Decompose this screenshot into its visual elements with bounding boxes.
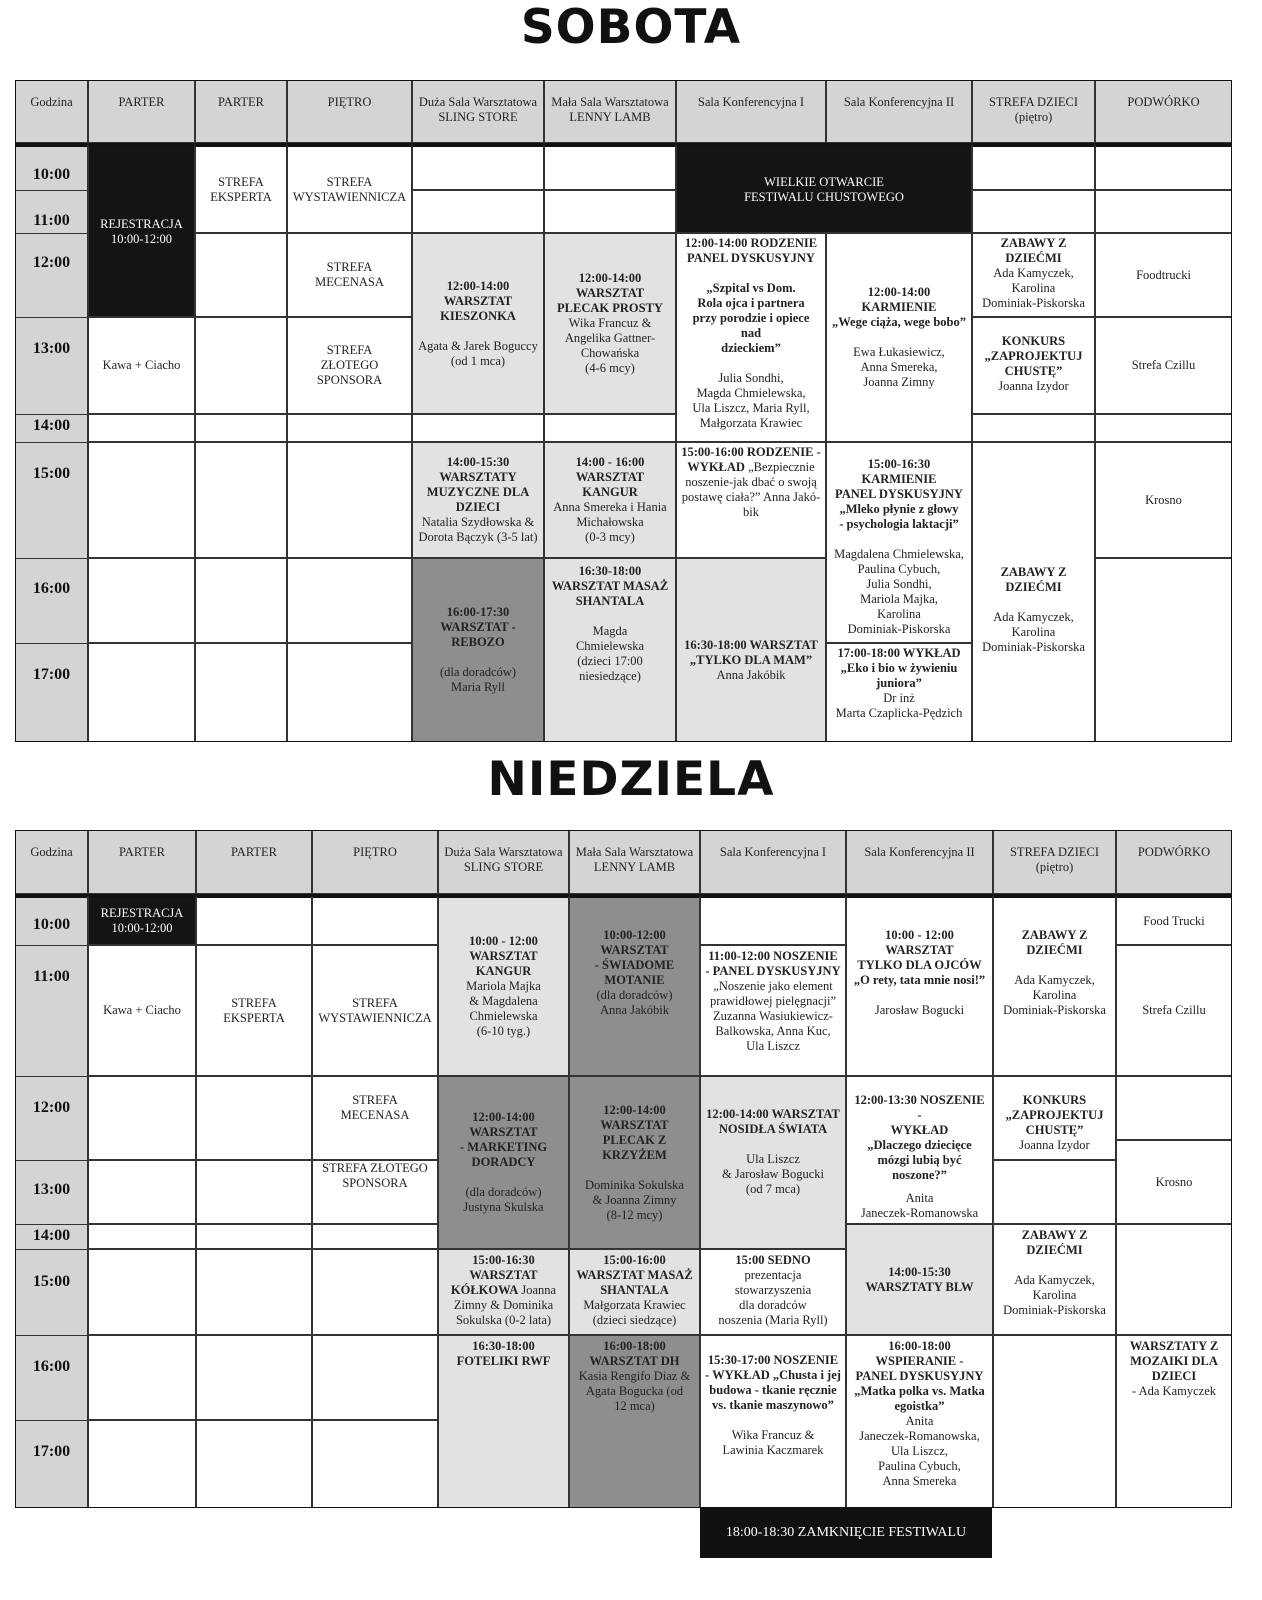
podworko-empty	[1116, 1224, 1232, 1335]
parter-empty	[88, 1224, 196, 1249]
pietro-empty	[312, 1335, 438, 1420]
header-parter-2: PARTER	[195, 80, 287, 143]
hour-label: 14:00	[32, 1227, 71, 1244]
pietro-empty	[287, 442, 412, 558]
strefa-zlotego-sponsora: STREFA ZŁOTEGO SPONSORA	[312, 1160, 438, 1224]
pietro-empty	[287, 558, 412, 643]
parter2-empty	[195, 233, 287, 317]
parter2-empty	[196, 1160, 312, 1224]
dzieci-empty	[993, 1160, 1116, 1224]
strefa-wystawiennicza: STREFA WYSTAWIENNICZA	[287, 143, 412, 233]
pietro-empty	[287, 414, 412, 442]
parter-empty	[88, 1335, 196, 1420]
strefa-eksperta: STREFA EKSPERTA	[196, 945, 312, 1076]
sunday-title: NIEDZIELA	[487, 752, 775, 807]
strefa-mecenasa: STREFA MECENASA	[312, 1076, 438, 1160]
workshop-muzyczne: 14:00-15:30 WARSZTATY MUZYCZNE DLA DZIECI Natalia Szydłowska & Dorota Bączyk (3-5 lat)	[412, 442, 544, 558]
wyklad-eko-bio: 17:00-18:00 WYKŁAD „Eko i bio w żywieniu juniora” Dr inż Marta Czaplicka-Pędzich	[826, 643, 972, 742]
warsztaty-blw: 14:00-15:30 WARSZTATY BLW	[846, 1224, 993, 1335]
duza-empty	[412, 143, 544, 190]
krosno: Krosno	[1095, 442, 1232, 558]
hour-label: 13:00	[32, 340, 71, 357]
hour-label: 15:00	[32, 1273, 71, 1290]
header-sala-konf-1: Sala Konferencyjna I	[676, 80, 826, 143]
strefa-czillu: Strefa Czillu	[1095, 317, 1232, 414]
wyklad-chusta: 15:30-17:00 NOSZENIE - WYKŁAD „Chusta i jej budowa - tkanie ręcznie vs. tkanie maszynowo” Wika Francuz & Lawinia Kaczmarek	[700, 1335, 846, 1508]
saturday-schedule	[15, 80, 1232, 742]
panel-laktacja: 15:00-16:30 KARMIENIE PANEL DYSKUSYJNY „Mleko płynie z głowy - psychologia laktacji” Magdalena Chmielewska, Paulina Cybuch, Julia Sondhi, Mariola Majka, Karolina Dominiak-Piskorska	[826, 442, 972, 643]
wielkie-otwarcie: WIELKIE OTWARCIE FESTIWALU CHUSTOWEGO	[676, 143, 972, 233]
sunday-schedule	[15, 830, 1232, 1508]
hour-label: 10:00	[32, 916, 71, 933]
sedno-prezentacja: 15:00 SEDNO prezentacja stowarzyszenia dla doradców noszenia (Maria Ryll)	[700, 1249, 846, 1335]
podworko-empty	[1095, 558, 1232, 742]
parter2-empty	[196, 894, 312, 945]
zamkniecie-festiwalu: 18:00-18:30 ZAMKNIĘCIE FESTIWALU	[700, 1507, 992, 1558]
strefa-zlotego-sponsora: STREFA ZŁOTEGO SPONSORA	[287, 317, 412, 414]
header-podworko: PODWÓRKO	[1095, 80, 1232, 143]
parter-empty	[88, 1076, 196, 1160]
dzieci-empty	[972, 414, 1095, 442]
podworko-empty	[1095, 190, 1232, 233]
dzieci-empty	[972, 190, 1095, 233]
duza-empty	[412, 190, 544, 233]
parter-empty	[88, 1249, 196, 1335]
parter2-empty	[196, 1076, 312, 1160]
workshop-masaz-shantala: 16:30-18:00 WARSZTAT MASAŻ SHANTALA Magda Chmielewska (dzieci 17:00 niesiedzące)	[544, 558, 676, 742]
warsztaty-mozaiki: WARSZTATY Z MOZAIKI DLA DZIECI - Ada Kamyczek	[1116, 1335, 1232, 1508]
parter2-empty	[195, 558, 287, 643]
parter-empty	[88, 442, 195, 558]
hour-label: 10:00	[32, 166, 71, 183]
dzieci-empty	[993, 1335, 1116, 1508]
workshop-kangur: 14:00 - 16:00 WARSZTAT KANGUR Anna Smereka i Hania Michałowska (0-3 mcy)	[544, 442, 676, 558]
mala-empty	[544, 143, 676, 190]
mala-empty	[544, 414, 676, 442]
pietro-empty	[312, 894, 438, 945]
hour-label: 12:00	[32, 1099, 71, 1116]
mala-empty	[544, 190, 676, 233]
parter2-empty	[196, 1420, 312, 1508]
panel-rodzenie: 12:00-14:00 RODZENIE PANEL DYSKUSYJNY „Szpital vs Dom. Rola ojca i partnera przy porodzie i opiece nad dzieckiem” Julia Sondhi, Magda Chmielewska, Ula Liszcz, Maria Ryll, Małgorzata Krawiec	[676, 233, 826, 442]
saturday-title: SOBOTA	[520, 0, 742, 55]
hour-label: 17:00	[32, 1443, 71, 1460]
konkurs-zaprojektuj-chuste: KONKURS „ZAPROJEKTUJ CHUSTĘ” Joanna Izydor	[972, 317, 1095, 414]
krosno: Krosno	[1116, 1140, 1232, 1224]
strefa-mecenasa: STREFA MECENASA	[287, 233, 412, 317]
konf1-empty	[700, 894, 846, 945]
duza-empty	[412, 414, 544, 442]
header-parter-1: PARTER	[88, 830, 196, 894]
workshop-masaz-shantala: 15:00-16:00 WARSZTAT MASAŻ SHANTALA Małgorzata Krawiec (dzieci siedzące)	[569, 1249, 700, 1335]
karmienie-wege: 12:00-14:00 KARMIENIE „Wege ciąża, wege bobo” Ewa Łukasiewicz, Anna Smereka, Joanna Zimny	[826, 233, 972, 442]
zabawy-z-dziecmi: ZABAWY Z DZIEĆMI Ada Kamyczek, Karolina Dominiak-Piskorska	[972, 233, 1095, 317]
header-mala-sala: Mała Sala Warsztatowa LENNY LAMB	[569, 830, 700, 894]
hour-label: 12:00	[32, 254, 71, 271]
header-godzina: Godzina	[15, 80, 88, 143]
pietro-empty	[312, 1420, 438, 1508]
zabawy-z-dziecmi-2: ZABAWY Z DZIEĆMI Ada Kamyczek, Karolina Dominiak-Piskorska	[972, 442, 1095, 742]
strefa-czillu: Strefa Czillu	[1116, 945, 1232, 1076]
konkurs-zaprojektuj-chuste: KONKURS „ZAPROJEKTUJ CHUSTĘ” Joanna Izydor	[993, 1076, 1116, 1160]
parter2-empty	[195, 442, 287, 558]
workshop-plecak-prosty: 12:00-14:00 WARSZTAT PLECAK PROSTY Wika Francuz & Angelika Gattner- Chowańska (4-6 mcy)	[544, 233, 676, 414]
workshop-kolkowa: 15:00-16:30 WARSZTAT KÓŁKOWA Joanna Zimny & Dominika Sokulska (0-2 lata)	[438, 1249, 569, 1335]
parter2-empty	[196, 1335, 312, 1420]
parter-empty	[88, 414, 195, 442]
hour-label: 14:00	[32, 417, 71, 434]
workshop-rebozo: 16:00-17:30 WARSZTAT - REBOZO (dla doradców) Maria Ryll	[412, 558, 544, 742]
podworko-empty	[1116, 1076, 1232, 1140]
strefa-eksperta: STREFA EKSPERTA	[195, 143, 287, 233]
workshop-tylko-dla-mam: 16:30-18:00 WARSZTAT „TYLKO DLA MAM” Anna Jakóbik	[676, 558, 826, 742]
pietro-empty	[312, 1224, 438, 1249]
kawa-ciacho: Kawa + Ciacho	[88, 945, 196, 1076]
header-godzina: Godzina	[15, 830, 88, 894]
parter-empty	[88, 1420, 196, 1508]
pietro-empty	[312, 1249, 438, 1335]
workshop-kieszonka: 12:00-14:00 WARSZTAT KIESZONKA Agata & Jarek Boguccy (od 1 mca)	[412, 233, 544, 414]
workshop-swiadome-motanie: 10:00-12:00 WARSZTAT - ŚWIADOME MOTANIE (dla doradców) Anna Jakóbik	[569, 894, 700, 1076]
dzieci-empty	[972, 143, 1095, 190]
hour-label: 13:00	[32, 1181, 71, 1198]
zabawy-z-dziecmi-2: ZABAWY Z DZIEĆMI Ada Kamyczek, Karolina Dominiak-Piskorska	[993, 1224, 1116, 1335]
header-podworko: PODWÓRKO	[1116, 830, 1232, 894]
food-trucki: Food Trucki	[1116, 894, 1232, 945]
header-duza-sala: Duża Sala Warsztatowa SLING STORE	[438, 830, 569, 894]
parter-empty	[88, 558, 195, 643]
hour-label: 11:00	[33, 212, 70, 229]
header-pietro: PIĘTRO	[312, 830, 438, 894]
hour-label: 17:00	[32, 666, 71, 683]
parter2-empty	[195, 414, 287, 442]
wyklad-noszenie-mozgi: 12:00-13:30 NOSZENIE - WYKŁAD „Dlaczego dziecięce mózgi lubią być noszone?” Anita Janeczek-Romanowska	[846, 1076, 993, 1224]
registration-block: REJESTRACJA 10:00-12:00	[88, 143, 195, 317]
parter-empty	[88, 643, 195, 742]
header-pietro: PIĘTRO	[287, 80, 412, 143]
parter2-empty	[196, 1224, 312, 1249]
header-parter-2: PARTER	[196, 830, 312, 894]
header-strefa-dzieci: STREFA DZIECI (piętro)	[972, 80, 1095, 143]
parter2-empty	[195, 317, 287, 414]
workshop-nosidla-swiata: 12:00-14:00 WARSZTAT NOSIDŁA ŚWIATA Ula Liszcz & Jarosław Bogucki (od 7 mca)	[700, 1076, 846, 1249]
panel-wspieranie: 16:00-18:00 WSPIERANIE - PANEL DYSKUSYJNY „Matka polka vs. Matka egoistka” Anita Janeczek-Romanowska, Ula Liszcz, Paulina Cybuch, Anna Smereka	[846, 1335, 993, 1508]
hour-label: 16:00	[32, 580, 71, 597]
parter2-empty	[196, 1249, 312, 1335]
header-duza-sala: Duża Sala Warsztatowa SLING STORE	[412, 80, 544, 143]
podworko-empty	[1095, 143, 1232, 190]
panel-noszenie: 11:00-12:00 NOSZENIE - PANEL DYSKUSYJNY „Noszenie jako element prawidłowej pielęgnacji” Zuzanna Wasiukiewicz- Balkowska, Anna Kuc, Ula Liszcz	[700, 945, 846, 1076]
header-parter-1: PARTER	[88, 80, 195, 143]
hour-label: 11:00	[33, 968, 70, 985]
workshop-marketing-doradcy: 12:00-14:00 WARSZTAT - MARKETING DORADCY (dla doradców) Justyna Skulska	[438, 1076, 569, 1249]
wyklad-rodzenie: 15:00-16:00 RODZENIE - WYKŁAD „Bezpiecznie noszenie-jak dbać o swoją postawę ciała?” Anna Jakó- bik	[676, 442, 826, 558]
workshop-dh: 16:00-18:00 WARSZTAT DH Kasia Rengifo Diaz & Agata Bogucka (od 12 mca)	[569, 1335, 700, 1508]
header-strefa-dzieci: STREFA DZIECI (piętro)	[993, 830, 1116, 894]
workshop-plecak-z-krzyzem: 12:00-14:00 WARSZTAT PLECAK Z KRZYŻEM Dominika Sokulska & Joanna Zimny (8-12 mcy)	[569, 1076, 700, 1249]
podworko-empty	[1095, 414, 1232, 442]
strefa-wystawiennicza: STREFA WYSTAWIENNICZA	[312, 945, 438, 1076]
header-sala-konf-2: Sala Konferencyjna II	[826, 80, 972, 143]
pietro-empty	[287, 643, 412, 742]
workshop-kangur: 10:00 - 12:00 WARSZTAT KANGUR Mariola Majka & Magdalena Chmielewska (6-10 tyg.)	[438, 894, 569, 1076]
foodtrucki: Foodtrucki	[1095, 233, 1232, 317]
registration-block: REJESTRACJA 10:00-12:00	[88, 894, 196, 945]
kawa-ciacho: Kawa + Ciacho	[88, 317, 195, 414]
header-mala-sala: Mała Sala Warsztatowa LENNY LAMB	[544, 80, 676, 143]
parter2-empty	[195, 643, 287, 742]
header-sala-konf-1: Sala Konferencyjna I	[700, 830, 846, 894]
parter-empty	[88, 1160, 196, 1224]
hour-label: 16:00	[32, 1358, 71, 1375]
workshop-tylko-dla-ojcow: 10:00 - 12:00 WARSZTAT TYLKO DLA OJCÓW „O rety, tata mnie nosi!” Jarosław Bogucki	[846, 894, 993, 1076]
time-column	[15, 894, 88, 1508]
hour-label: 15:00	[32, 465, 71, 482]
foteliki-rwf: 16:30-18:00 FOTELIKI RWF	[438, 1335, 569, 1508]
header-sala-konf-2: Sala Konferencyjna II	[846, 830, 993, 894]
zabawy-z-dziecmi: ZABAWY Z DZIEĆMI Ada Kamyczek, Karolina Dominiak-Piskorska	[993, 894, 1116, 1076]
